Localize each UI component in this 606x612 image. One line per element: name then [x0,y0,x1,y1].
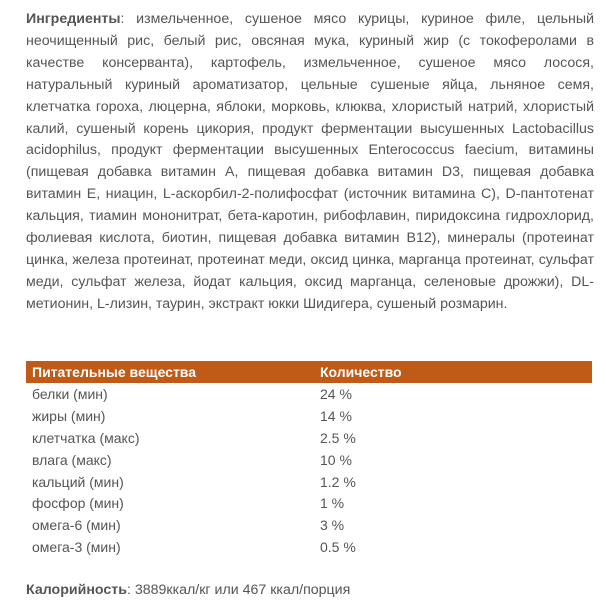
table-row [26,427,592,449]
nutrients-header-row [26,361,592,383]
table-row [26,514,592,536]
ingredients-label: Ингредиенты [26,11,121,27]
calories-line [26,582,350,598]
table-row [26,471,592,493]
nutrient-amount: 10 % [320,451,352,468]
table-row [26,383,592,405]
table-row [26,492,592,514]
table-row [26,449,592,471]
nutrients-header-name: Питательные вещества [26,361,314,383]
nutrient-amount: 24 % [320,385,352,402]
nutrient-name: омега-6 (мин) [32,517,121,534]
nutrient-name: омега-3 (мин) [32,539,121,556]
table-row [26,405,592,427]
nutrient-amount: 1 % [320,495,345,512]
ingredients-paragraph [26,9,594,316]
nutrients-header-amount: Количество [314,361,592,383]
nutrient-name: жиры (мин) [32,407,106,424]
nutrient-amount: 1.2 % [320,473,356,490]
nutrient-name: белки (мин) [32,385,108,402]
calories-text: : 3889ккал/кг или 467 ккал/порция [126,582,351,598]
nutrients-table [26,361,592,558]
nutrient-amount: 2.5 % [320,429,356,446]
nutrient-amount: 14 % [320,407,352,424]
nutrient-name: клетчатка (макс) [32,429,140,446]
nutrient-name: кальций (мин) [32,473,124,490]
ingredients-text: : измельченное, сушеное мясо курицы, куриное филе, цельный неочищенный рис, белый рис, овсяная мука, куриный жир (с токоферолами в качестве консерванта), картофель, измельченное, сушеное мясо лосося, натуральный куриный ароматизатор, цельные сушеные яйца, льняное семя, клетчатка гороха, люцерна, яблоки, морковь, клюква, хлористый натрий, хлористый калий, сушеный корень цикория, продукт ферментации высушенных Lactobacillus acidophilus, продукт ферментации высушенных Enterococcus faecium, витамины (пищевая добавка витамин А, пищевая добавка витамин D3, пищевая добавка витамин Е, ниацин, L-аскорбил-2-полифосфат (источник витамина С), D-пантотенат кальция, тиамин мононитрат, бета-каротин, рибофлавин, пиридоксина гидрохлорид, фолиевая кислота, биотин, пищевая добавка витамин В12), минералы (протеинат цинка, железа протеинат, протеинат меди, оксид цинка, марганца протеинат, сульфат меди, сульфат железа, йодат кальция, оксид марганца, селеновые дрожжи), DL-метионин, L-лизин, таурин, экстракт юкки Шидигера, сушеный розмарин. [26,11,594,312]
nutrient-amount: 3 % [320,517,345,534]
table-row [26,536,592,558]
nutrient-name: влага (макс) [32,451,112,468]
nutrient-amount: 0.5 % [320,539,356,556]
calories-label: Калорийность [26,582,127,598]
nutrient-name: фосфор (мин) [32,495,124,512]
